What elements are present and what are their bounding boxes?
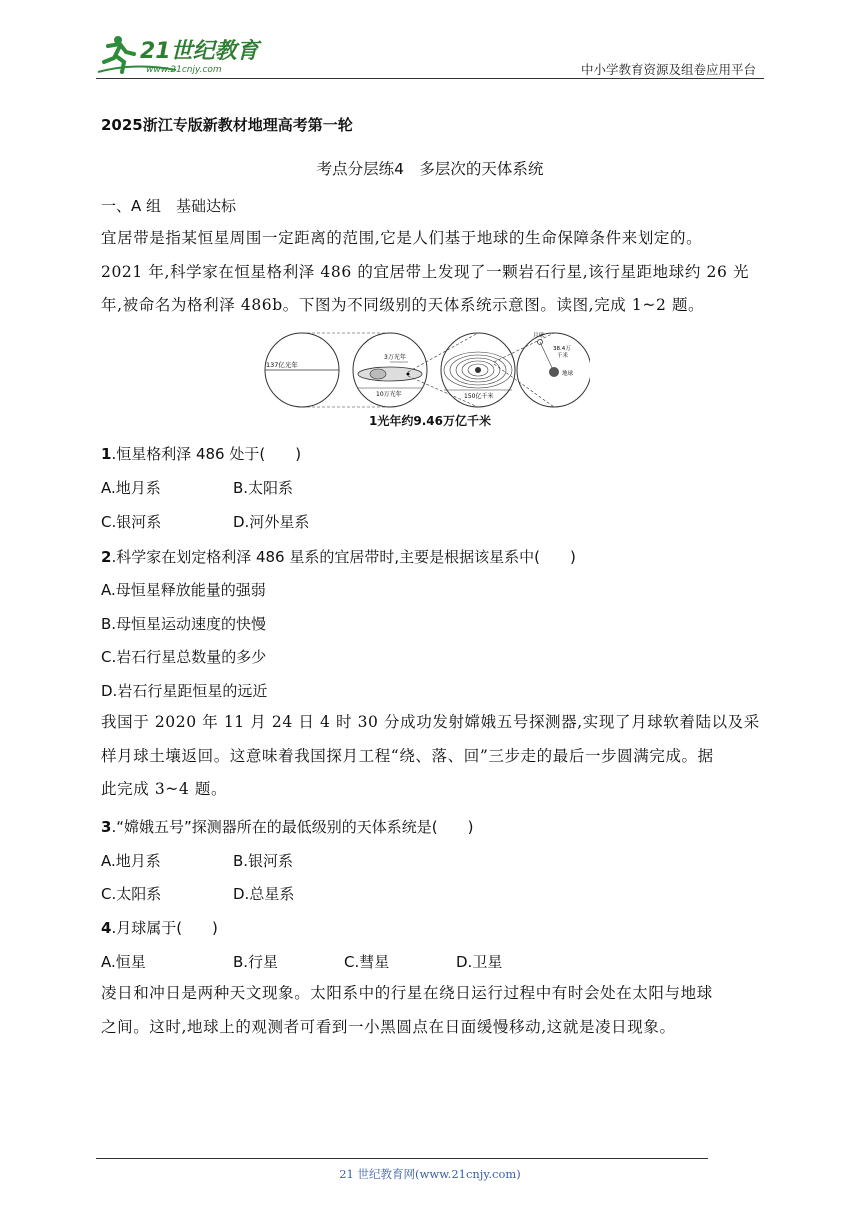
question-number: 1 bbox=[101, 445, 112, 463]
page-header bbox=[96, 30, 764, 80]
material-1 bbox=[101, 222, 761, 323]
option-2b[interactable]: B.母恒星运动速度的快慢 bbox=[101, 615, 267, 633]
option-3a[interactable]: A.地月系 bbox=[101, 852, 161, 870]
material-3 bbox=[101, 977, 761, 1044]
question-stem: .“嫦娥五号”探测器所在的最低级别的天体系统是( ) bbox=[111, 818, 474, 836]
option-3d[interactable]: D.总星系 bbox=[233, 885, 295, 903]
material-line: 凌日和冲日是两种天文现象。太阳系中的行星在绕日运行过程中有时会处在太阳与地球 bbox=[101, 984, 713, 1002]
earth-dot bbox=[549, 367, 559, 377]
option-1a[interactable]: A.地月系 bbox=[101, 479, 161, 497]
option-1d[interactable]: D.河外星系 bbox=[233, 513, 310, 531]
question-4 bbox=[101, 917, 218, 938]
header-divider bbox=[96, 78, 764, 79]
question-1 bbox=[101, 443, 301, 464]
figure-caption: 1光年约9.46万亿千米 bbox=[369, 414, 491, 428]
material-line: 年,被命名为格利泽 486b。下图为不同级别的天体系统示意图。读图,完成 1~2 题。 bbox=[101, 296, 705, 314]
material-line: 我国于 2020 年 11 月 24 日 4 时 30 分成功发射嫦娥五号探测器,实现了月球软着陆以及采 bbox=[101, 713, 760, 731]
option-2a[interactable]: A.母恒星释放能量的强弱 bbox=[101, 581, 266, 599]
question-stem: .恒星格利泽 486 处于( ) bbox=[111, 445, 302, 463]
material-line: 此完成 3~4 题。 bbox=[101, 780, 228, 798]
platform-name: 中小学教育资源及组卷应用平台 bbox=[580, 62, 756, 77]
footer-link[interactable]: 21 世纪教育网(www.21cnjy.com) bbox=[339, 1167, 521, 1181]
book-title: 2025浙江专版新教材地理高考第一轮 bbox=[101, 116, 353, 134]
moon-label: 月球 bbox=[533, 333, 545, 339]
moon-distance-label-l2: 千米 bbox=[557, 353, 569, 359]
sun-distance-label: 3万光年 bbox=[384, 354, 406, 361]
option-1c[interactable]: C.银河系 bbox=[101, 513, 162, 531]
option-4d[interactable]: D.卫星 bbox=[456, 953, 503, 971]
question-number: 2 bbox=[101, 548, 112, 566]
footer-divider bbox=[96, 1158, 708, 1159]
lesson-title: 考点分层练4 多层次的天体系统 bbox=[316, 160, 544, 178]
material-line: 样月球土壤返回。这意味着我国探月工程“绕、落、回”三步走的最后一步圆满完成。据 bbox=[101, 746, 714, 765]
option-4b[interactable]: B.行星 bbox=[233, 953, 279, 971]
option-4a[interactable]: A.恒星 bbox=[101, 953, 146, 971]
moon-distance-label-l1: 38.4万 bbox=[553, 346, 571, 352]
option-3c[interactable]: C.太阳系 bbox=[101, 885, 162, 903]
option-3b[interactable]: B.银河系 bbox=[233, 852, 294, 870]
earth-label: 地球 bbox=[562, 371, 574, 377]
galaxy-width-label: 10万光年 bbox=[376, 391, 402, 398]
material-line: 2021 年,科学家在恒星格利泽 486 的宜居带上发现了一颗岩石行星,该行星距地球约 26 光 bbox=[101, 262, 750, 281]
section-title: 一、A 组 基础达标 bbox=[101, 197, 237, 215]
option-4c[interactable]: C.彗星 bbox=[344, 953, 390, 971]
material-line: 之间。这时,地球上的观测者可看到一小黑圆点在日面缓慢移动,这就是凌日现象。 bbox=[101, 1017, 676, 1036]
solar-system-label: 150亿千米 bbox=[464, 393, 494, 400]
question-2 bbox=[101, 546, 576, 567]
universe-label: 137亿光年 bbox=[266, 361, 298, 369]
option-1b[interactable]: B.太阳系 bbox=[233, 479, 294, 497]
material-line: 宜居带是指某恒星周围一定距离的范围,它是人们基于地球的生命保障条件来划定的。 bbox=[101, 229, 703, 247]
question-3 bbox=[101, 816, 473, 837]
material-2 bbox=[101, 706, 761, 807]
svg-text:21世纪教育: 21世纪教育 bbox=[140, 39, 259, 64]
question-stem: .月球属于( ) bbox=[111, 919, 218, 937]
question-stem: .科学家在划定格利泽 486 星系的宜居带时,主要是根据该星系中( ) bbox=[111, 548, 576, 566]
site-logo bbox=[96, 32, 266, 76]
option-2d[interactable]: D.岩石行星距恒星的远近 bbox=[101, 682, 268, 700]
svg-text:www.21cnjy.com: www.21cnjy.com bbox=[146, 65, 222, 75]
question-number: 3 bbox=[101, 818, 112, 836]
option-2c[interactable]: C.岩石行星总数量的多少 bbox=[101, 648, 267, 666]
question-number: 4 bbox=[101, 919, 112, 937]
